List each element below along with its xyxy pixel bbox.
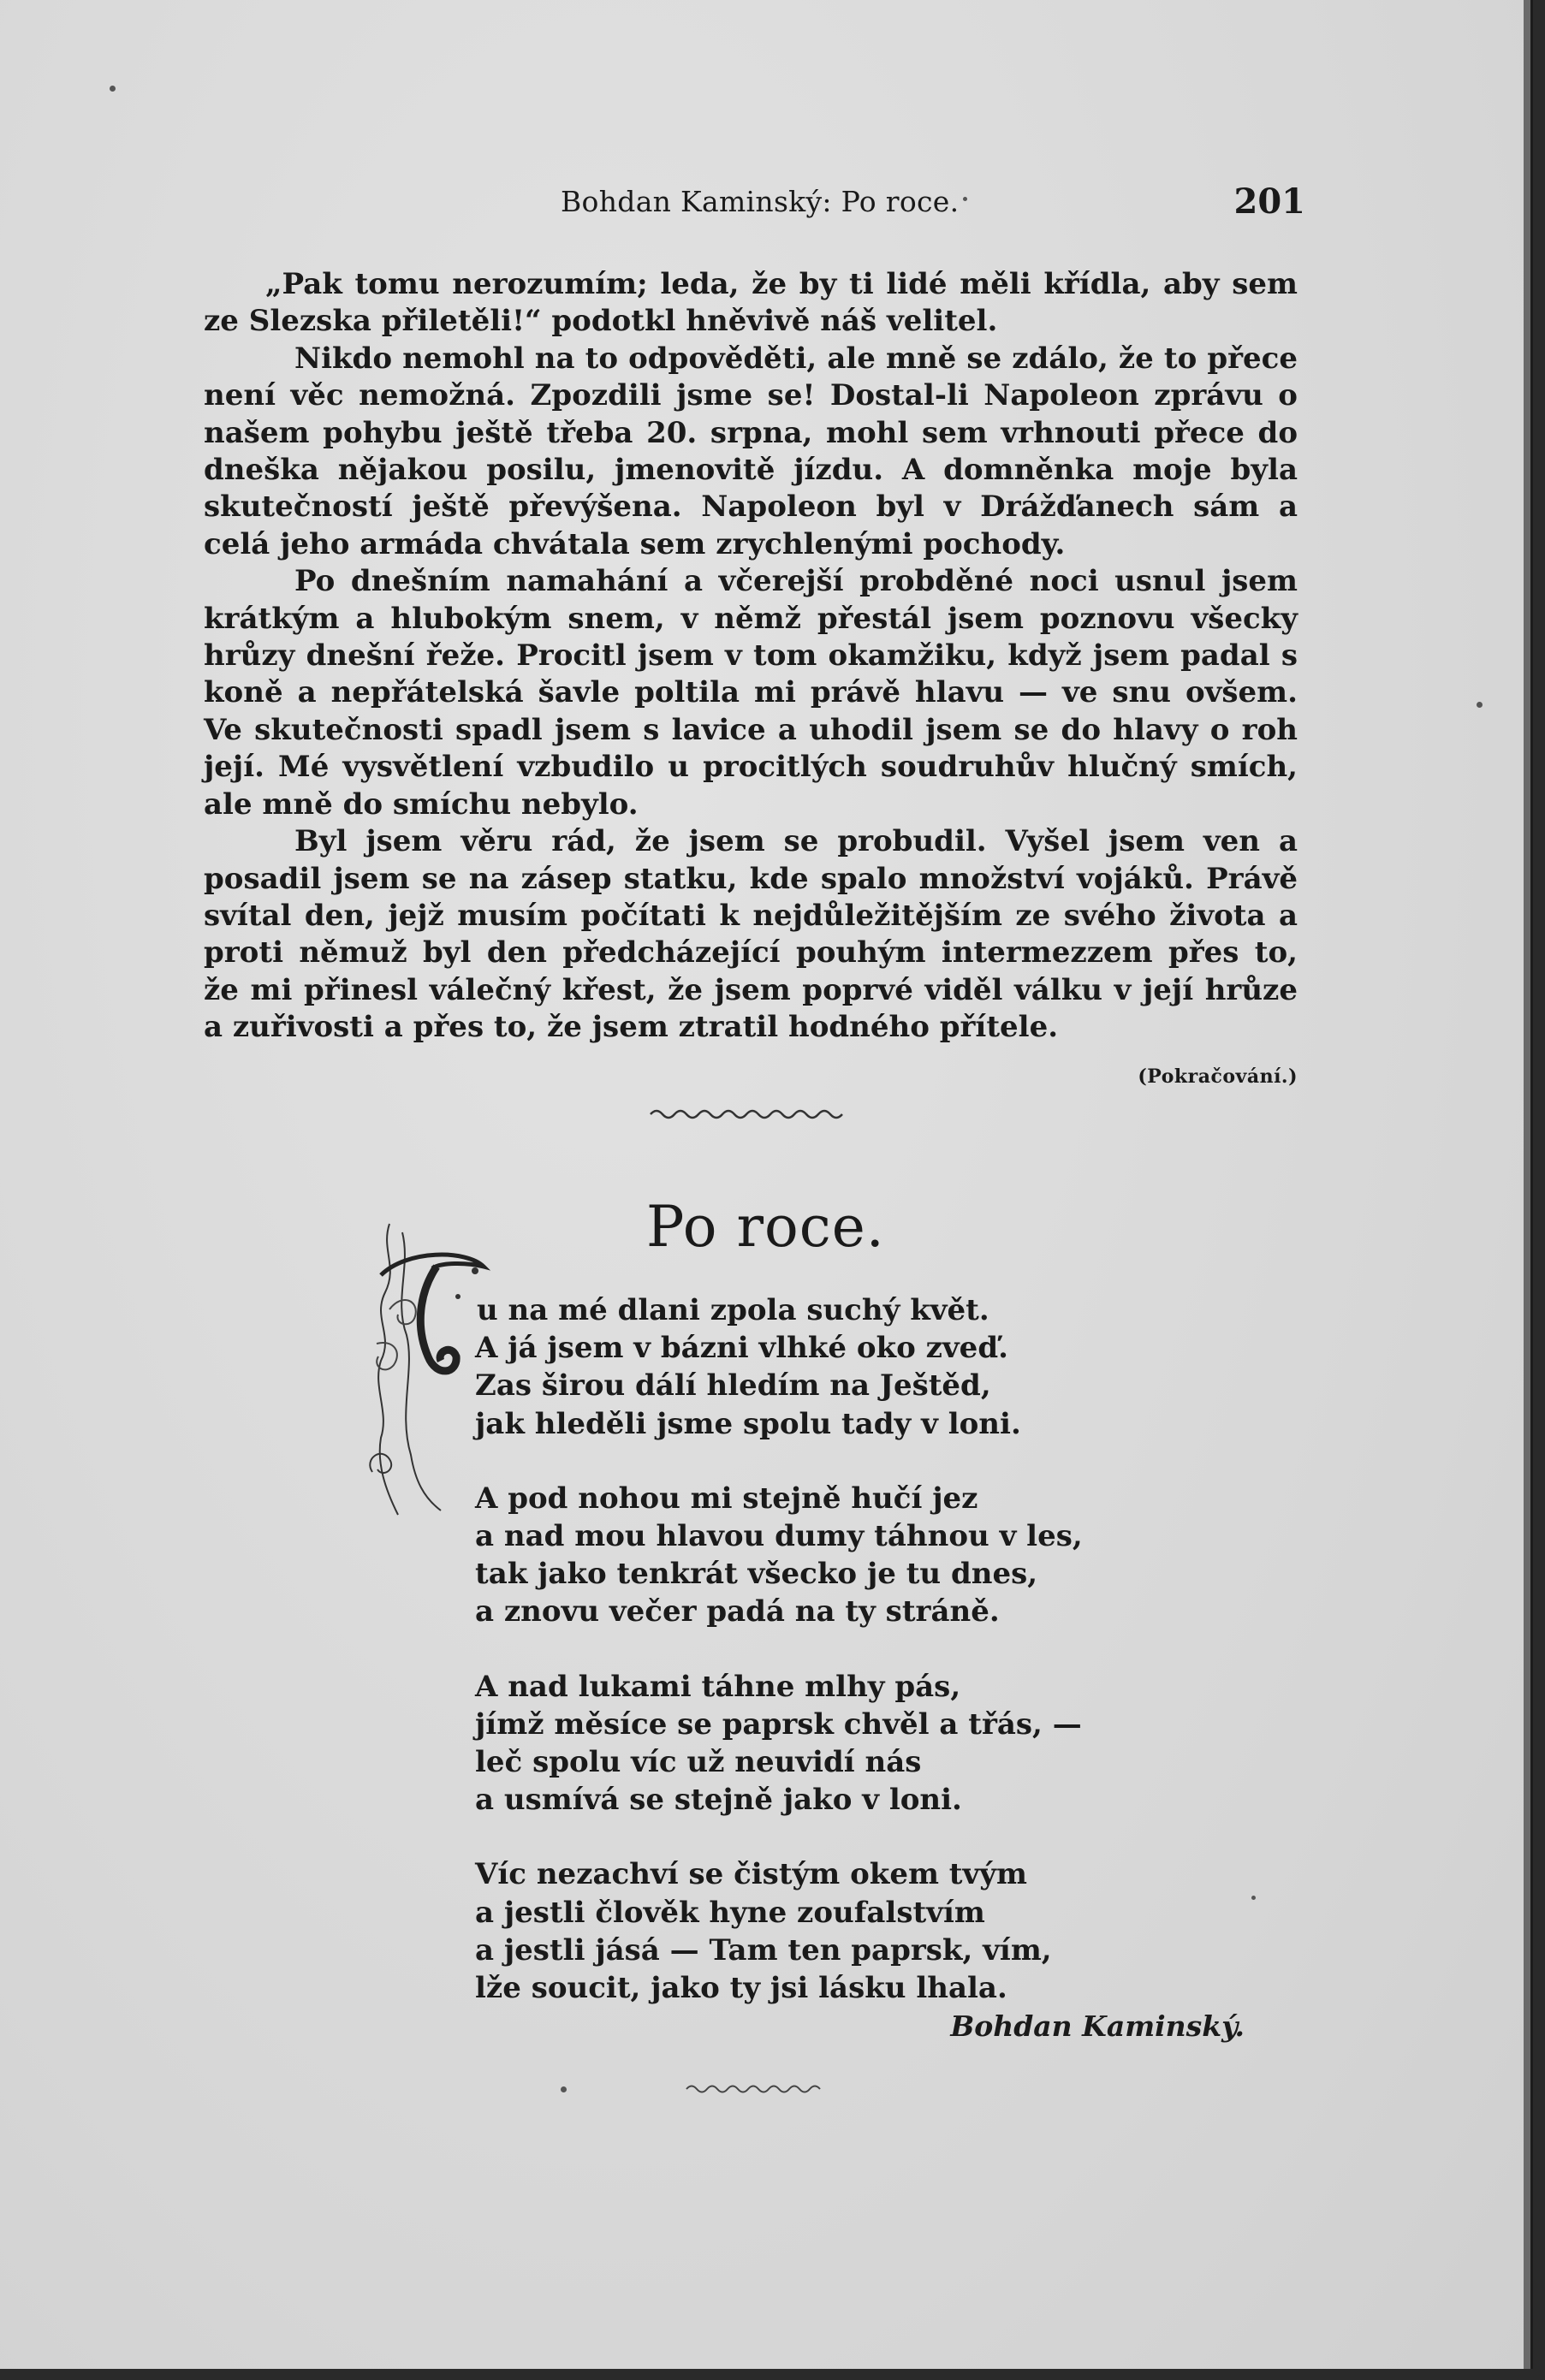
wavy-divider-ornament (649, 1104, 846, 1125)
poem-title: Po roce. (646, 1194, 885, 1260)
poem-line: A pod nohou mi stejně hučí jez (475, 1481, 978, 1516)
stanza (475, 1668, 1126, 1819)
stanza (475, 1291, 1126, 1443)
scan-edge (1533, 0, 1545, 2380)
paragraph: Po dnešním namahání a včerejší probděné noci usnul jsem krátkým a hlubokým snem, v němž přestál jsem poznovu všecky hrůzy dnešní řeže. Procitl jsem v tom okamžiku, když jsem padal s koně a nepřátelská šavle poltila mi právě hlavu — ve snu ovšem. Ve skutečnosti spadl jsem s lavice a uhodil jsem se do hlavy o roh její. Mé vysvětlení vzbudilo u procitlých soudruhův hlučný smích, ale mně do smíchu nebylo. (204, 564, 1298, 822)
poem-line: A já jsem v bázni vlhké oko zveď. (475, 1331, 1008, 1366)
poem-line: A nad lukami táhne mlhy pás, (475, 1669, 961, 1704)
stanza (475, 1855, 1126, 2007)
running-title: Bohdan Kaminský: Po roce. (561, 185, 960, 218)
poem-line: jímž měsíce se paprsk chvěl a třás, — (475, 1706, 1082, 1742)
page-number: 201 (1233, 181, 1305, 222)
poem-line: a nad mou hlavou dumy táhnou v les, (475, 1519, 1083, 1554)
poem-line: tak jako tenkrát všecko je tu dnes, (475, 1557, 1038, 1592)
paragraph: „Pak tomu nerozumím; leda, že by ti lidé měli křídla, aby sem ze Slezska přiletěli!“ podotkl hněvivě náš velitel. (204, 267, 1298, 339)
paragraph-text: Byl jsem věru rád, že jsem se probudil. Vyšel jsem ven a posadil jsem se na zásep statku, kde spalo množství vojáků. Právě svítal den, jejž musím počítati k nejdůležitějším ze svého života a proti němuž byl den předcházející pouhým intermezzem přes to, že mi přinesl válečný křest, že jsem poprvé viděl válku v její hrůze a zuřivosti a přes to, že jsem ztratil hodného přítele. (204, 824, 1298, 1045)
poem-line: u na mé dlani zpola suchý květ. (477, 1293, 989, 1327)
poem-line: jak hleděli jsme spolu tady v loni. (475, 1406, 1021, 1441)
paper-speck (1251, 1896, 1256, 1900)
poem-line: Víc nezachví se čistým okem tvým (475, 1857, 1027, 1892)
poem-line: lže soucit, jako ty jsi lásku lhala. (475, 1971, 1007, 2006)
prose-text (204, 266, 1298, 1095)
poem-line: Zas širou dálí hledím na Ještěd, (475, 1368, 991, 1404)
poem-line: a jestli člověk hyne zoufalstvím (475, 1895, 985, 1930)
continued-note: (Pokračování.) (1138, 1065, 1298, 1088)
paper-speck (1477, 702, 1483, 708)
decorative-initial-icon (355, 1215, 492, 1523)
paper-speck (963, 197, 967, 201)
wavy-divider-ornament (685, 2080, 822, 2098)
poem-line: a znovu večer padá na ty stráně. (475, 1594, 1000, 1629)
paper-speck (110, 86, 116, 92)
poem-line: a jestli jásá — Tam ten paprsk, vím, (475, 1932, 1052, 1968)
author-signature: Bohdan Kaminský. (950, 2009, 1245, 2043)
poem-line: leč spolu víc už neuvidí nás (475, 1745, 922, 1780)
poem-line: a usmívá se stejně jako v loni. (475, 1783, 962, 1818)
poem-body (475, 1291, 1126, 2044)
stanza (475, 1480, 1126, 1631)
scan-edge (0, 2369, 1545, 2380)
page-header (561, 181, 1305, 233)
paragraph: Nikdo nemohl na to odpověděti, ale mně se zdálo, že to přece není věc nemožná. Zpozdili jsme se! Dostal-li Napoleon zprávu o našem pohybu ještě třeba 20. srpna, mohl sem vrhnouti přece do dneška nějakou posilu, jmenovitě jízdu. A domněnka moje byla skutečností ještě převýšena. Napoleon byl v Drážďanech sám a celá jeho armáda chvátala sem zrychlenými pochody. (204, 341, 1298, 561)
paragraph (204, 823, 1298, 1088)
paper-speck (561, 2086, 567, 2092)
